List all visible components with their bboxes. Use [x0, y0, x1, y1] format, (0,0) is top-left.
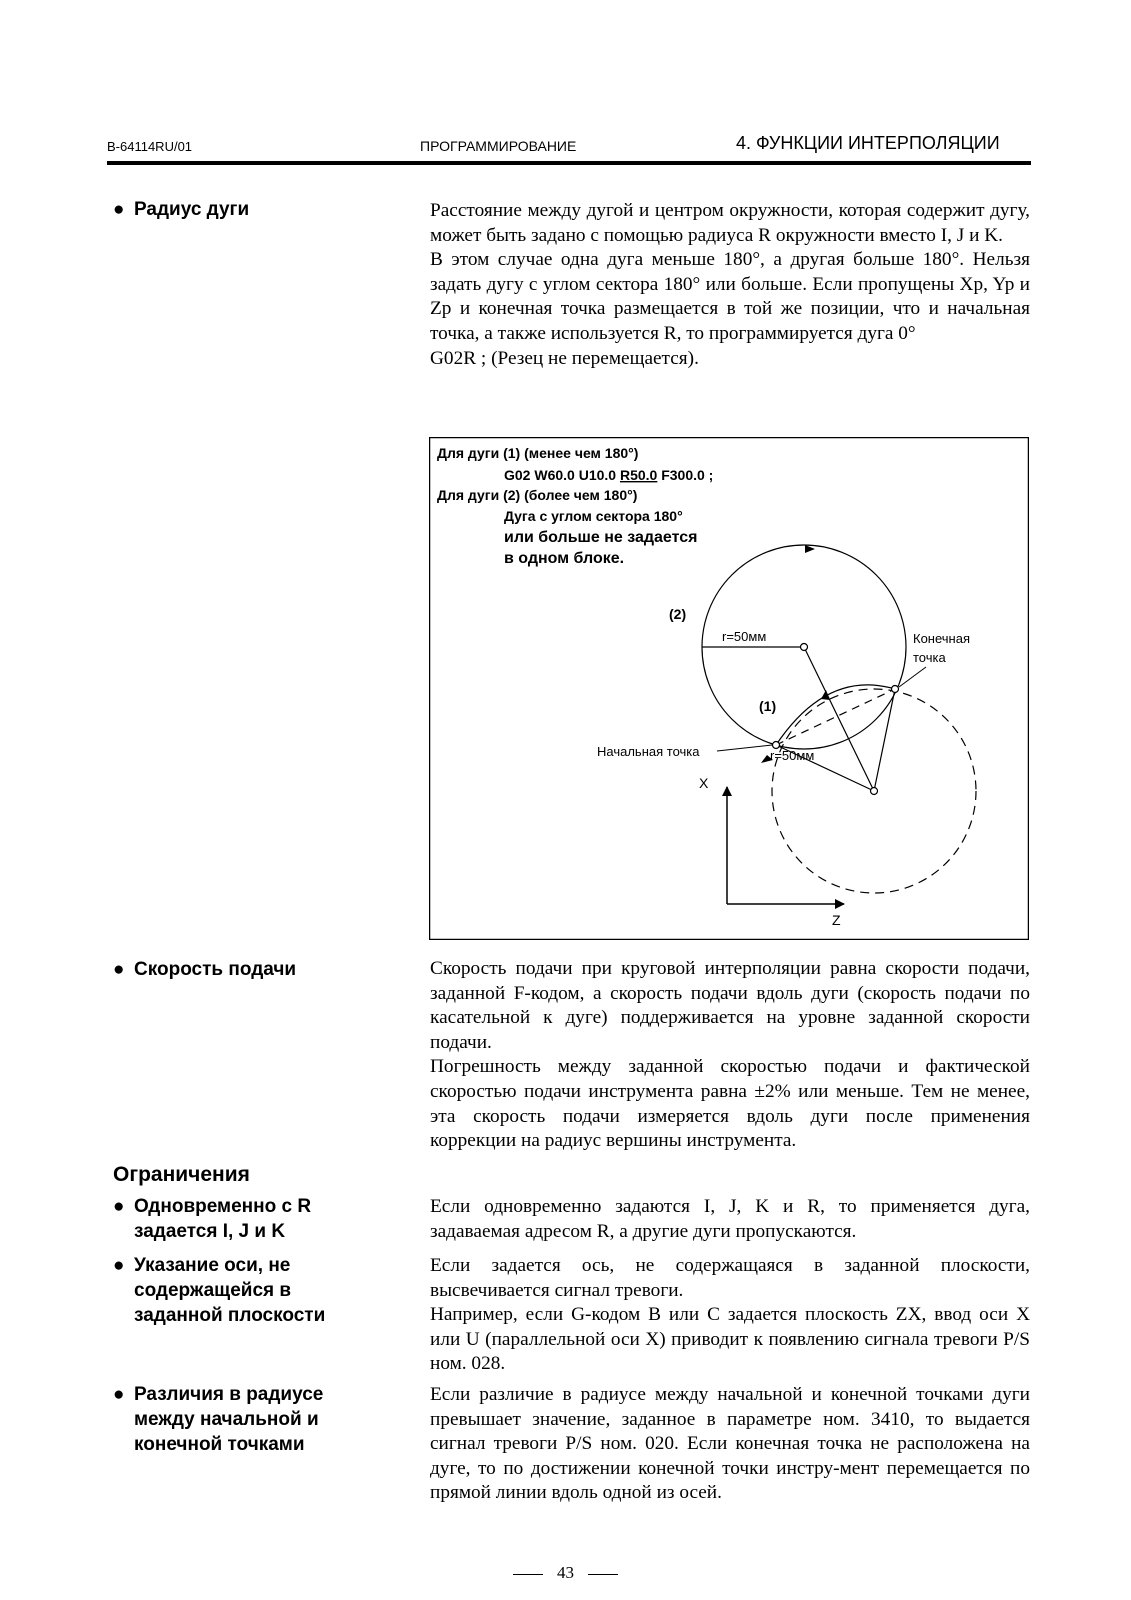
center-point-lower: [871, 788, 878, 795]
arc1-title: Для дуги (1) (менее чем 180°): [437, 445, 639, 461]
arc2-title: Для дуги (2) (более чем 180°): [437, 487, 638, 503]
limitation-2-text: Если задается ось, не содержащаяся в заданной плоскости, высвечивается сигнал тревоги. Например, если G-кодом B или C задается плоскость ZX, ввод оси X или U (параллельной оси X) приводит к появлению сигнала тревоги P/S ном. 028.: [430, 1255, 1030, 1375]
label-limitation-3: ● Различия в радиусе между начальной и конечной точками: [113, 1384, 324, 1455]
arc-diagram: [429, 437, 1029, 940]
note-line-3: в одном блоке.: [504, 550, 625, 567]
arc-radius-text: Расстояние между дугой и центром окружности, которая содержит дугу, может быть задано с помощью радиуса R окружности вместо I, J и K. В этом случае одна дуга меньше 180°, а другая больше 180°. Нельзя задать дугу с углом сектора 180° или больше. Если пропущены Xp, Yp и Zp и конечная точка размещается в той же позиции, что и начальная точка, а также используется R, то программируется дуга 0° G02R ; (Резец не перемещается).: [430, 200, 1030, 369]
radius-line-upper: [804, 647, 874, 791]
label-end-point-1: Конечная: [913, 631, 971, 646]
limitation-1-text: Если одновременно задаются I, J, K и R, то применяется дуга, задаваемая адресом R, а другие дуги пропускаются.: [430, 1196, 1030, 1242]
end-point: [892, 686, 899, 693]
note-line-1: Дуга с углом сектора 180°: [504, 508, 683, 524]
document-id: B-64114RU/01: [107, 139, 193, 154]
label-axis-x: X: [699, 775, 709, 791]
bullet-icon: ●: [113, 199, 125, 220]
label-axis-z: Z: [832, 912, 841, 928]
arc-radius-figure: [429, 437, 1029, 940]
label-end-point-2: точка: [913, 650, 946, 665]
bullet-icon: ●: [113, 1384, 125, 1405]
header-rule: [107, 161, 1031, 165]
label-radius-lower: r=50мм: [770, 748, 815, 763]
page-number: 43: [557, 1563, 574, 1582]
bullet-icon: ●: [113, 1196, 125, 1217]
label-feedrate: ● Скорость подачи: [113, 959, 297, 980]
arrow-arc-2-icon: [805, 545, 815, 553]
chord-line: [776, 689, 895, 745]
arrow-arc-1-icon: [821, 690, 830, 700]
footer-dash: [588, 1574, 618, 1575]
start-point-leader: [717, 745, 772, 751]
label-radius-upper: r=50мм: [722, 629, 767, 644]
bullet-icon: ●: [113, 1255, 125, 1276]
section-name: ПРОГРАММИРОВАНИЕ: [420, 138, 577, 154]
footer-dash: [513, 1574, 543, 1575]
limitation-3-text: Если различие в радиусе между начальной и конечной точками дуги превышает значение, заданное в параметре ном. 3410, то выдается сигнал тревоги P/S ном. 020. Если конечная точка не расположена на дуге, то по достижении конечной точки инстру-мент перемещается по прямой линии вдоль одной из осей.: [430, 1384, 1030, 1504]
feedrate-text: Скорость подачи при круговой интерполяции равна скорости подачи, заданной F-кодом, а скорость подачи вдоль дуги (скорость подачи по касательной к дуге) поддерживается на уровне заданной скорости подачи. Погрешность между заданной скоростью подачи и фактической скоростью подачи инструмента равна ±2% или меньше. Тем не менее, эта скорость подачи измеряется вдоль дуги после применения коррекции на радиус вершины инструмента.: [430, 958, 1030, 1152]
radius-line-end: [874, 689, 895, 791]
chapter-title: 4. ФУНКЦИИ ИНТЕРПОЛЯЦИИ: [736, 133, 1000, 153]
label-arc-radius: ● Радиус дуги: [113, 199, 250, 220]
page-footer: [0, 1563, 1131, 1583]
label-start-point: Начальная точка: [597, 744, 700, 759]
label-arc-2: (2): [669, 606, 687, 622]
bullet-icon: ●: [113, 959, 125, 980]
center-point-upper: [801, 644, 808, 651]
code-line: G02 W60.0 U10.0 R50.0 F300.0 ;: [504, 467, 714, 483]
section-title-limitations: Ограничения: [113, 1163, 250, 1186]
note-line-2: или больше не задается: [504, 529, 698, 546]
label-arc-1: (1): [759, 698, 777, 714]
label-limitation-2: ● Указание оси, не содержащейся в заданной плоскости: [113, 1255, 326, 1326]
label-limitation-1: ● Одновременно с R задается I, J и K: [113, 1196, 312, 1242]
